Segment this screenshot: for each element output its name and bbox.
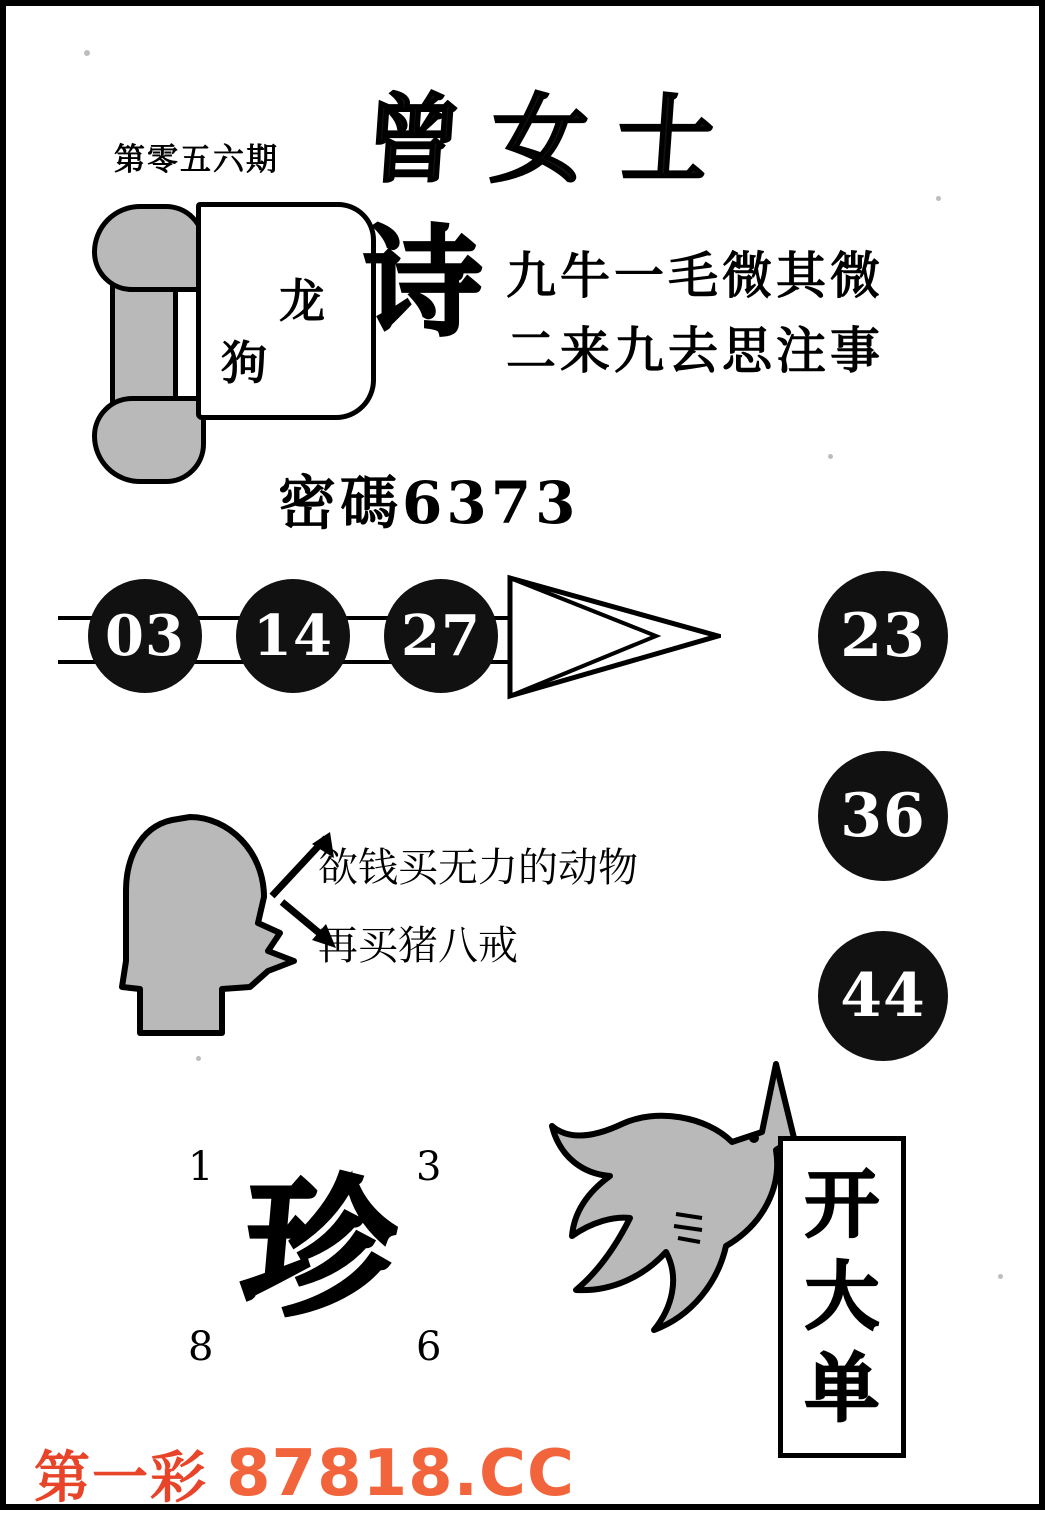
poem-text <box>506 238 884 388</box>
vertical-char: 开 <box>805 1162 879 1248</box>
poem-title-char: 诗 <box>364 213 483 352</box>
big-character: 珍 <box>236 1161 402 1337</box>
speckle <box>998 1274 1003 1279</box>
number-ball: 23 <box>818 571 948 701</box>
number-ball: 03 <box>88 579 202 693</box>
speckle <box>84 50 90 56</box>
corner-digit-bottom-right: 6 <box>416 1324 442 1370</box>
number-ball: 44 <box>818 931 948 1061</box>
arrow-head-icon <box>506 574 721 700</box>
footer-brand: 第一彩 <box>34 1445 208 1511</box>
footer <box>34 1434 575 1514</box>
issue-label: 第零五六期 <box>114 142 279 178</box>
corner-digit-bottom-left: 8 <box>188 1324 214 1370</box>
corner-digit-top-right: 3 <box>416 1144 442 1190</box>
speckle <box>196 1056 201 1061</box>
number-ball: 27 <box>384 579 498 693</box>
number-ball: 36 <box>818 751 948 881</box>
hint-line-1: 欲钱买无力的动物 <box>318 845 638 891</box>
page-title: 曾女士 <box>361 83 748 196</box>
vertical-slogan-box <box>778 1136 906 1458</box>
speckle <box>828 454 833 459</box>
corner-digit-top-left: 1 <box>188 1144 214 1190</box>
code-text: 密碼6373 <box>278 469 580 537</box>
poem-line-2: 二来九去思注事 <box>506 321 884 380</box>
vertical-char: 单 <box>805 1346 879 1432</box>
zodiac-card <box>196 202 376 420</box>
vertical-char: 大 <box>805 1254 879 1340</box>
number-ball: 14 <box>236 579 350 693</box>
zodiac-dog-label: 狗 <box>221 336 267 390</box>
footer-site: 87818.CC <box>226 1437 575 1511</box>
poem-line-1: 九牛一毛微其微 <box>506 246 884 305</box>
phone-handset-icon <box>92 204 212 474</box>
zodiac-dragon-label: 龙 <box>279 274 325 328</box>
speckle <box>936 196 941 201</box>
hint-line-2: 再买猪八戒 <box>318 923 518 969</box>
